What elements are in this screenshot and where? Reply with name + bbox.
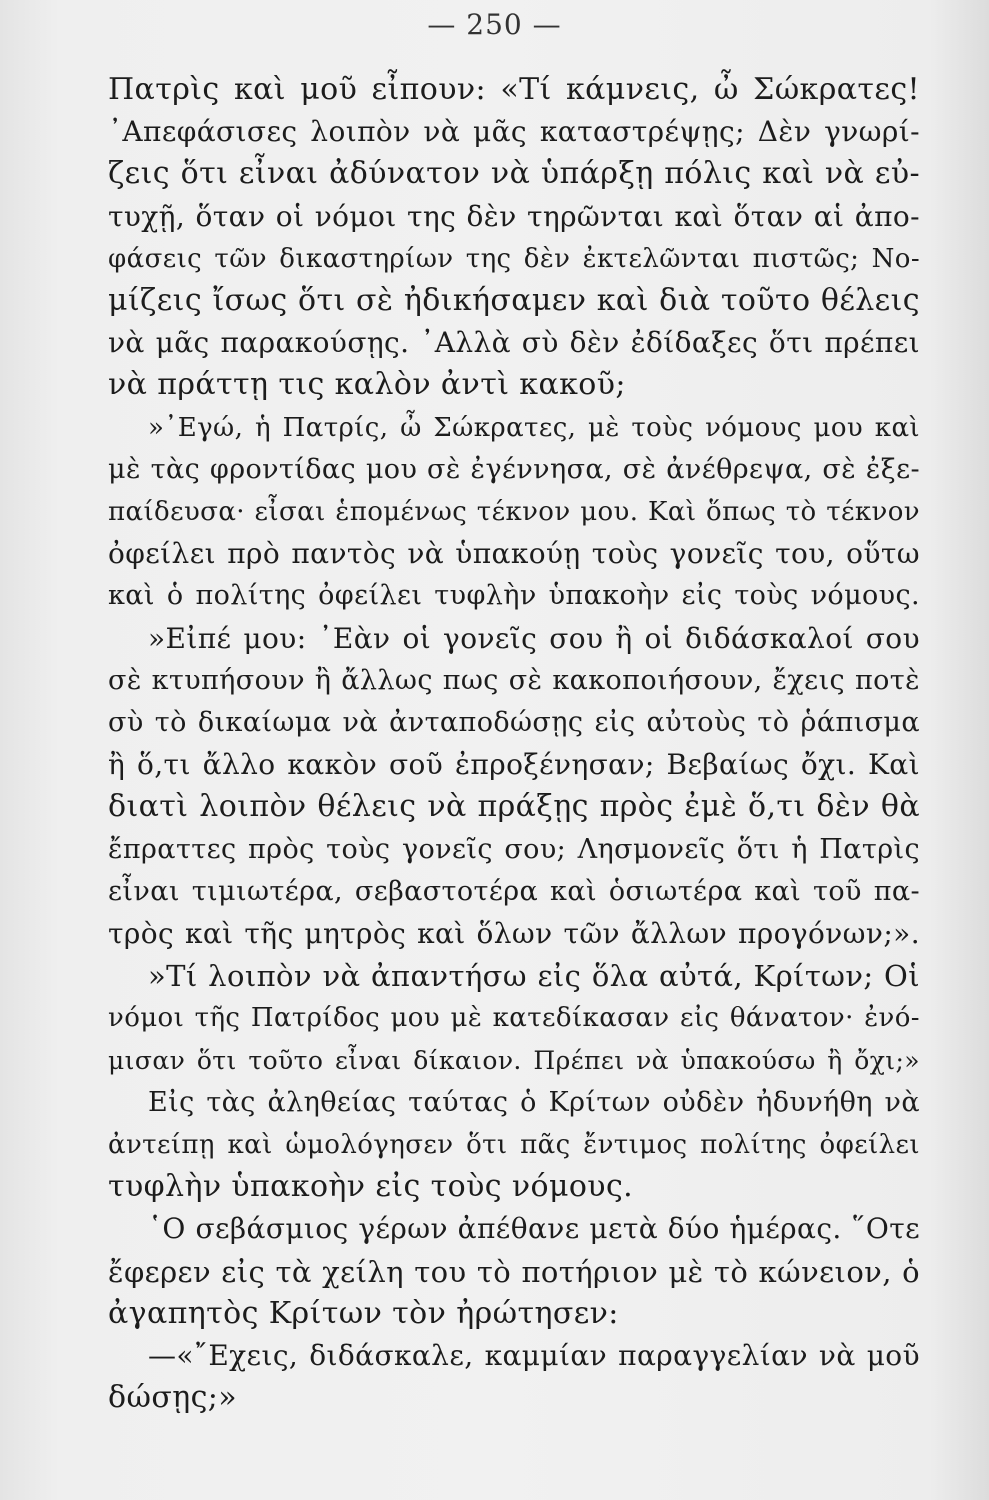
text-line: νὰ μᾶς παρακούσῃς. ᾿Αλλὰ σὺ δὲν ἐδίδαξες ὅτι πρέπει bbox=[108, 326, 920, 360]
text-line: »᾿Εγώ, ἡ Πατρίς, ὦ Σώκρατες, μὲ τοὺς νόμους μου καὶ bbox=[148, 412, 920, 443]
text-line: νόμοι τῆς Πατρίδος μου μὲ κατεδίκασαν εἰς θάνατον· ἐνό- bbox=[108, 1003, 920, 1034]
text-line: τρὸς καὶ τῆς μητρὸς καὶ ὅλων τῶν ἄλλων προγόνων;». bbox=[108, 917, 920, 950]
text-line: τυχῇ, ὅταν οἱ νόμοι της δὲν τηρῶνται καὶ ὅταν αἱ ἀπο- bbox=[108, 199, 920, 233]
text-line: διατὶ λοιπὸν θέλεις νὰ πράξῃς πρὸς ἐμὲ ὅ,τι δὲν θὰ bbox=[108, 789, 920, 825]
text-line: ἔφερεν εἰς τὰ χείλη του τὸ ποτήριον μὲ τὸ κώνειον, ὁ bbox=[108, 1254, 920, 1289]
text-line: ῾Ο σεβάσμιος γέρων ἀπέθανε μετὰ δύο ἡμέρας. ῞Οτε bbox=[148, 1212, 920, 1246]
text-line: σὺ τὸ δικαίωμα νὰ ἀνταποδώσῃς εἰς αὐτοὺς τὸ ῥάπισμα bbox=[108, 707, 920, 738]
text-line: παίδευσα· εἶσαι ἑπομένως τέκνον μου. Καὶ ὅπως τὸ τέκνον bbox=[108, 497, 920, 527]
text-line: »Εἰπέ μου: ᾿Εὰν οἱ γονεῖς σου ἢ οἱ διδάσκαλοί σου bbox=[148, 621, 920, 655]
text-line: »Τί λοιπὸν νὰ ἀπαντήσω εἰς ὅλα αὐτά, Κρίτων; Οἱ bbox=[148, 959, 920, 994]
text-line: μὲ τὰς φροντίδας μου σὲ ἐγέννησα, σὲ ἀνέθρεψα, σὲ ἐξε- bbox=[108, 453, 920, 485]
text-line: μισαν ὅτι τοῦτο εἶναι δίκαιον. Πρέπει νὰ ὑπακούσω ἢ ὄχι;» bbox=[108, 1045, 920, 1075]
text-line: σὲ κτυπήσουν ἢ ἄλλως πως σὲ κακοποιήσουν, ἔχεις ποτὲ bbox=[108, 664, 920, 696]
text-line: καὶ ὁ πολίτης ὀφείλει τυφλὴν ὑπακοὴν εἰς τοὺς νόμους. bbox=[108, 580, 920, 612]
text-line: Εἰς τὰς ἀληθείας ταύτας ὁ Κρίτων οὐδὲν ἠδυνήθη νὰ bbox=[148, 1086, 920, 1118]
text-line: τυφλὴν ὑπακοὴν εἰς τοὺς νόμους. bbox=[108, 1169, 634, 1205]
text-line: ἢ ὅ,τι ἄλλο κακὸν σοῦ ἐπροξένησαν; Βεβαίως ὄχι. Καὶ bbox=[108, 748, 920, 782]
text-line: εἶναι τιμιωτέρα, σεβαστοτέρα καὶ ὁσιωτέρα καὶ τοῦ πα- bbox=[108, 875, 920, 907]
text-line: νὰ πράττῃ τις καλὸν ἀντὶ κακοῦ; bbox=[108, 367, 626, 403]
text-line: ἀγαπητὸς Κρίτων τὸν ἠρώτησεν: bbox=[108, 1295, 619, 1331]
text-line: ὀφείλει πρὸ παντὸς νὰ ὑπακούῃ τοὺς γονεῖς του, οὕτω bbox=[108, 537, 920, 571]
text-line: ᾿Απεφάσισες λοιπὸν νὰ μᾶς καταστρέψῃς; Δὲν γνωρί- bbox=[108, 115, 920, 149]
text-line: ἔπραττες πρὸς τοὺς γονεῖς σου; Λησμονεῖς ὅτι ἡ Πατρὶς bbox=[108, 833, 920, 865]
text-line: μίζεις ἴσως ὅτι σὲ ἠδικήσαμεν καὶ διὰ τοῦτο θέλεις bbox=[108, 283, 920, 318]
text-line: ἀντείπῃ καὶ ὡμολόγησεν ὅτι πᾶς ἔντιμος πολίτης ὀφείλει bbox=[108, 1130, 920, 1160]
text-line: φάσεις τῶν δικαστηρίων της δὲν ἐκτελῶνται πιστῶς; Νο- bbox=[108, 243, 920, 274]
page-number: — 250 — bbox=[427, 8, 562, 41]
text-line: ζεις ὅτι εἶναι ἀδύνατον νὰ ὑπάρξῃ πόλις καὶ νὰ εὐ- bbox=[108, 156, 920, 192]
text-line: Πατρὶς καὶ μοῦ εἶπουν: «Τί κάμνεις, ὦ Σώκρατες! bbox=[108, 72, 920, 107]
text-line: δώσῃς;» bbox=[108, 1380, 238, 1416]
text-line: —«῎Εχεις, διδάσκαλε, καμμίαν παραγγελίαν νὰ μοῦ bbox=[148, 1339, 920, 1372]
